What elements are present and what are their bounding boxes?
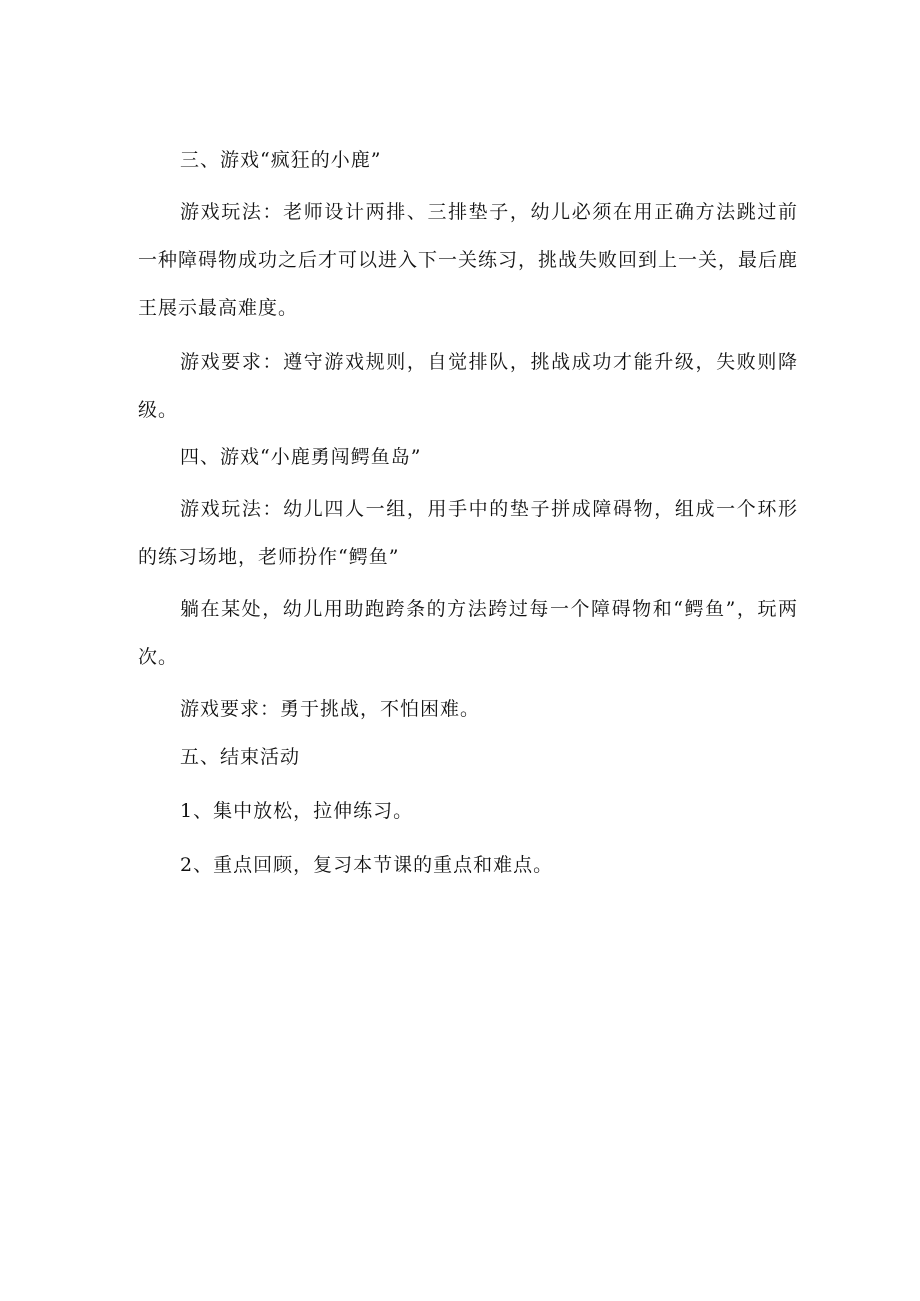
document-body: [138, 136, 798, 889]
paragraph-game-crocodile-island-rules: 游戏玩法：幼儿四人一组，用手中的垫子拼成障碍物，组成一个环形的练习场地，老师扮作“鳄鱼”: [138, 498, 798, 568]
paragraph-game-crazy-deer-rules: 游戏玩法：老师设计两排、三排垫子，幼儿必须在用正确方法跳过前一种障碍物成功之后才可以进入下一关练习，挑战失败回到上一关，最后鹿王展示最高难度。: [138, 201, 799, 319]
paragraph-game-crocodile-island-requirements: 游戏要求：勇于挑战，不怕困难。: [180, 698, 481, 720]
list-item-relax-stretch: 1、集中放松，拉伸练习。: [180, 800, 414, 822]
section-heading-game-crazy-deer: 三、游戏“疯狂的小鹿”: [180, 149, 382, 171]
list-item-key-review: 2、重点回顾，复习本节课的重点和难点。: [180, 854, 554, 876]
paragraph-game-crazy-deer-requirements: 游戏要求：遵守游戏规则，自觉排队，挑战成功才能升级，失败则降级。: [138, 351, 798, 421]
section-heading-game-crocodile-island: 四、游戏“小鹿勇闯鳄鱼岛”: [180, 446, 422, 468]
section-heading-closing-activity: 五、结束活动: [180, 746, 301, 768]
paragraph-game-crocodile-island-continued: 躺在某处，幼儿用助跑跨条的方法跨过每一个障碍物和“鳄鱼”，玩两次。: [138, 598, 798, 668]
